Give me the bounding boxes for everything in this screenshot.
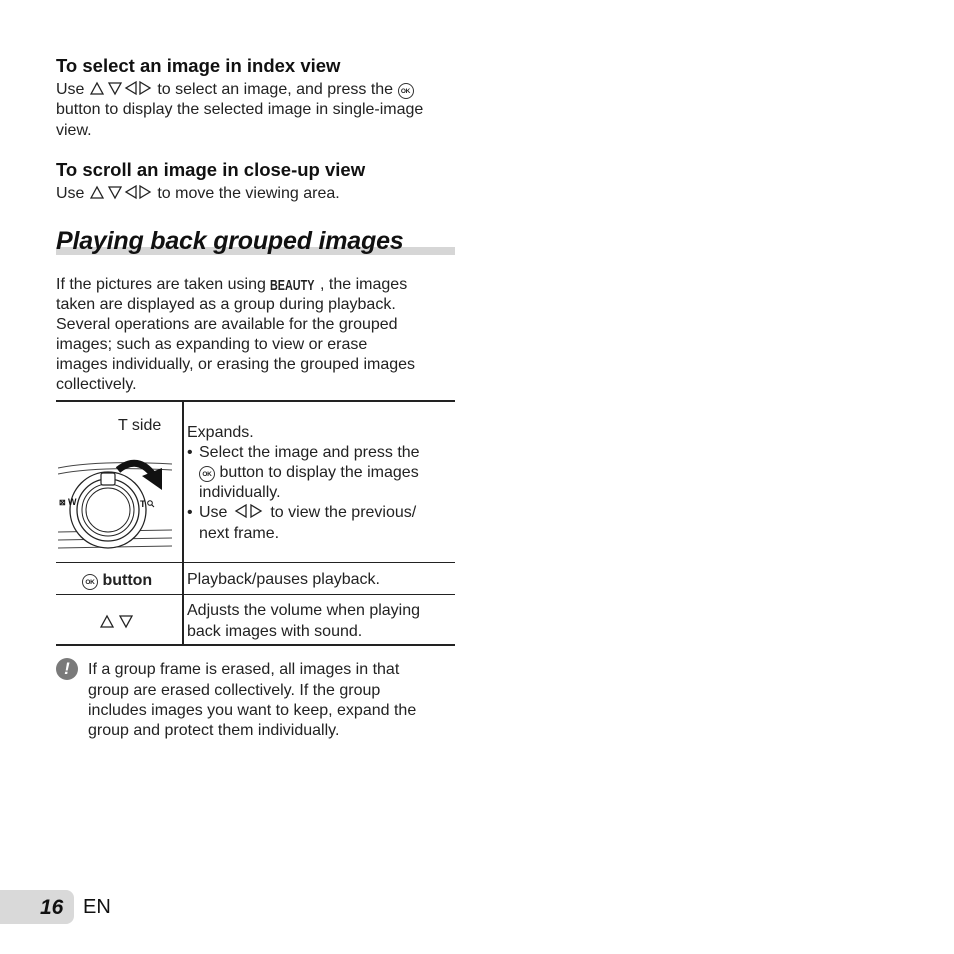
arrow-keys-up-down-left-right-icon [89, 184, 153, 200]
arrow-keys-up-down-left-right-icon [89, 80, 153, 96]
page-number: 16 [40, 896, 64, 919]
svg-text:⊠: ⊠ [59, 498, 66, 507]
bullet-icon: • [187, 444, 193, 461]
ok-button-icon: OK [398, 83, 414, 99]
caution-line: group are erased collectively. If the group [88, 682, 381, 699]
section2-use: Use [56, 185, 85, 202]
bullet-icon: • [187, 504, 193, 521]
table-bottom-rule [56, 644, 455, 646]
ok-button-icon: OK [82, 574, 98, 590]
row1-bullet2-c: next frame. [199, 525, 280, 542]
row1-bullet2-pre: Use [199, 504, 228, 521]
table-column-divider [182, 400, 184, 645]
caution-line: includes images you want to keep, expand the [88, 702, 417, 719]
intro-line: taken are displayed as a group during playback. [56, 296, 396, 313]
caution-icon: ! [56, 658, 78, 680]
heading-index-view: To select an image in index view [56, 55, 341, 76]
caution-line: group and protect them individually. [88, 722, 340, 739]
row1-bullet2-line [199, 503, 416, 523]
intro-line1 [56, 275, 407, 296]
row1-bullet1-c: individually. [199, 484, 281, 501]
row3-desc2: back images with sound. [187, 623, 363, 640]
table-row-divider [56, 562, 455, 563]
ok-button-icon: OK [199, 466, 215, 482]
beauty-mode-icon: BEAUTY [270, 277, 315, 294]
t-side-label: T side [118, 417, 162, 434]
section1-line1 [56, 80, 414, 100]
intro-post: , the images [320, 276, 408, 293]
dial-t-label: T [140, 499, 146, 509]
arrow-keys-left-right-icon [232, 503, 266, 519]
row1-bullet1-a: Select the image and press the [199, 444, 420, 461]
section1-use: Use [56, 81, 85, 98]
section1-line2: button to display the selected image in single-image [56, 101, 424, 118]
row3-desc1: Adjusts the volume when playing [187, 602, 421, 619]
language-code: EN [83, 896, 111, 918]
row2-label: button [102, 572, 153, 589]
ok-button-label [82, 571, 152, 591]
section1-line1-text: to select an image, and press the [157, 81, 394, 98]
intro-line: collectively. [56, 376, 137, 393]
dial-w-label: W [68, 497, 77, 507]
table-top-rule [56, 400, 455, 402]
section2-line-text: to move the viewing area. [157, 185, 340, 202]
section1-line3: view. [56, 122, 92, 139]
zoom-lever-illustration [58, 446, 176, 556]
section2-line [56, 184, 340, 204]
intro-line: images; such as expanding to view or erase [56, 336, 368, 353]
row1-bullet2-post: to view the previous/ [270, 504, 417, 521]
intro-line: Several operations are available for the grouped [56, 316, 398, 333]
intro-pre: If the pictures are taken using [56, 276, 266, 293]
arrow-keys-up-down-icon [99, 613, 139, 629]
row1-bullet1-b: button to display the images [219, 464, 419, 481]
table-row-divider [56, 594, 455, 595]
page-title: Playing back grouped images [56, 227, 404, 255]
caution-line: If a group frame is erased, all images in that [88, 661, 400, 678]
heading-close-up-view: To scroll an image in close-up view [56, 159, 366, 180]
row1-bullet1-b-line [199, 463, 419, 483]
row1-desc-title: Expands. [187, 424, 254, 441]
row2-desc: Playback/pauses playback. [187, 571, 380, 588]
intro-line: images individually, or erasing the grouped images [56, 356, 416, 373]
